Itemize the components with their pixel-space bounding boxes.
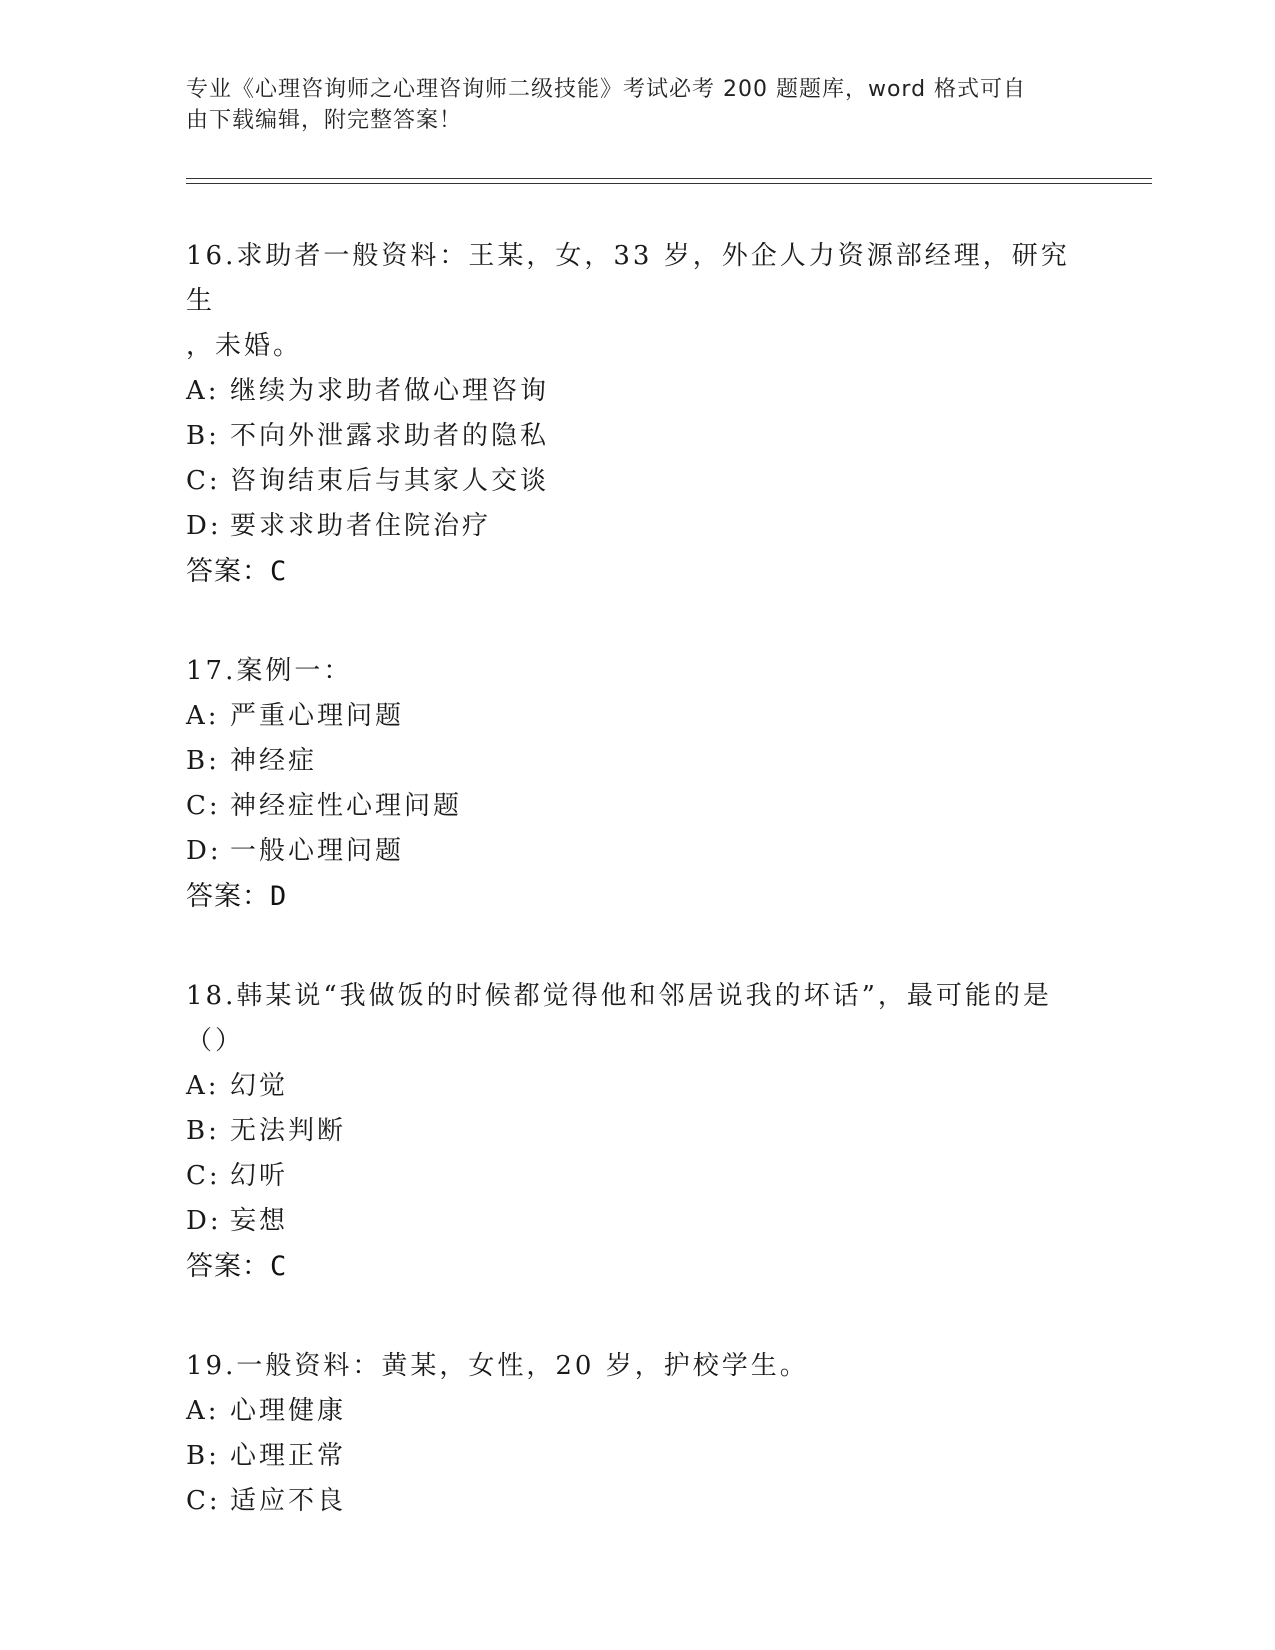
option-letter: D: — [186, 1206, 222, 1236]
option-letter: D: — [186, 836, 222, 866]
answer-option — [186, 694, 1086, 739]
header-line-2: 由下载编辑，附完整答案！ — [186, 108, 463, 133]
option-text: 神经症 — [230, 746, 318, 776]
answer-line — [186, 549, 1086, 594]
answer-option — [186, 1479, 1086, 1524]
answer-option — [186, 459, 1086, 504]
question-block — [186, 1344, 1086, 1524]
document-header — [186, 74, 1066, 136]
question-stem-line: 19.一般资料：黄某，女性，20 岁，护校学生。 — [186, 1351, 809, 1381]
question-stem-line: 17.案例一： — [186, 656, 353, 686]
answer-label: 答案： — [186, 881, 270, 912]
option-text: 心理健康 — [230, 1396, 347, 1426]
question-stem-line: ，未婚。 — [186, 331, 303, 361]
option-letter: B: — [186, 746, 220, 776]
option-letter: B: — [186, 1116, 220, 1146]
answer-option — [186, 784, 1086, 829]
question-stem-line: 18.韩某说“我做饭的时候都觉得他和邻居说我的坏话”，最可能的是 — [186, 981, 1052, 1011]
answer-value: C — [270, 1251, 288, 1282]
answer-option — [186, 1434, 1086, 1479]
answer-option — [186, 1199, 1086, 1244]
answer-option — [186, 369, 1086, 414]
answer-option — [186, 739, 1086, 784]
option-text: 神经症性心理问题 — [230, 791, 463, 821]
option-letter: A: — [186, 701, 220, 731]
header-divider-bottom — [186, 183, 1152, 184]
header-divider-top — [186, 178, 1152, 179]
answer-option — [186, 504, 1086, 549]
option-text: 不向外泄露求助者的隐私 — [230, 421, 550, 451]
option-text: 妄想 — [230, 1206, 289, 1236]
option-text: 幻听 — [230, 1161, 289, 1191]
option-letter: A: — [186, 1071, 220, 1101]
option-letter: B: — [186, 1441, 220, 1471]
question-block — [186, 234, 1086, 594]
answer-option — [186, 414, 1086, 459]
option-letter: D: — [186, 511, 222, 541]
option-letter: B: — [186, 421, 220, 451]
answer-line — [186, 874, 1086, 919]
option-letter: C: — [186, 791, 221, 821]
option-text: 适应不良 — [230, 1486, 347, 1516]
option-letter: C: — [186, 1486, 221, 1516]
option-text: 咨询结束后与其家人交谈 — [230, 466, 550, 496]
answer-line — [186, 1244, 1086, 1289]
option-letter: A: — [186, 1396, 220, 1426]
option-text: 继续为求助者做心理咨询 — [230, 376, 550, 406]
option-text: 严重心理问题 — [230, 701, 405, 731]
question-stem-line: （） — [186, 1026, 245, 1056]
question-list — [186, 234, 1086, 1579]
option-text: 要求求助者住院治疗 — [230, 511, 492, 541]
header-line-1: 专业《心理咨询师之心理咨询师二级技能》考试必考 200 题题库，word 格式可自 — [186, 77, 1027, 102]
answer-option — [186, 1064, 1086, 1109]
answer-label: 答案： — [186, 556, 270, 587]
answer-option — [186, 1389, 1086, 1434]
answer-option — [186, 1154, 1086, 1199]
option-text: 心理正常 — [230, 1441, 347, 1471]
option-text: 一般心理问题 — [230, 836, 405, 866]
option-text: 幻觉 — [230, 1071, 289, 1101]
answer-value: D — [270, 881, 288, 912]
answer-value: C — [270, 556, 288, 587]
option-text: 无法判断 — [230, 1116, 347, 1146]
answer-option — [186, 1109, 1086, 1154]
question-block — [186, 649, 1086, 919]
answer-option — [186, 829, 1086, 874]
question-block — [186, 974, 1086, 1289]
option-letter: C: — [186, 1161, 221, 1191]
option-letter: C: — [186, 466, 221, 496]
option-letter: A: — [186, 376, 220, 406]
answer-label: 答案： — [186, 1251, 270, 1282]
question-stem-line: 16.求助者一般资料：王某，女，33 岁，外企人力资源部经理，研究生 — [186, 241, 1070, 316]
